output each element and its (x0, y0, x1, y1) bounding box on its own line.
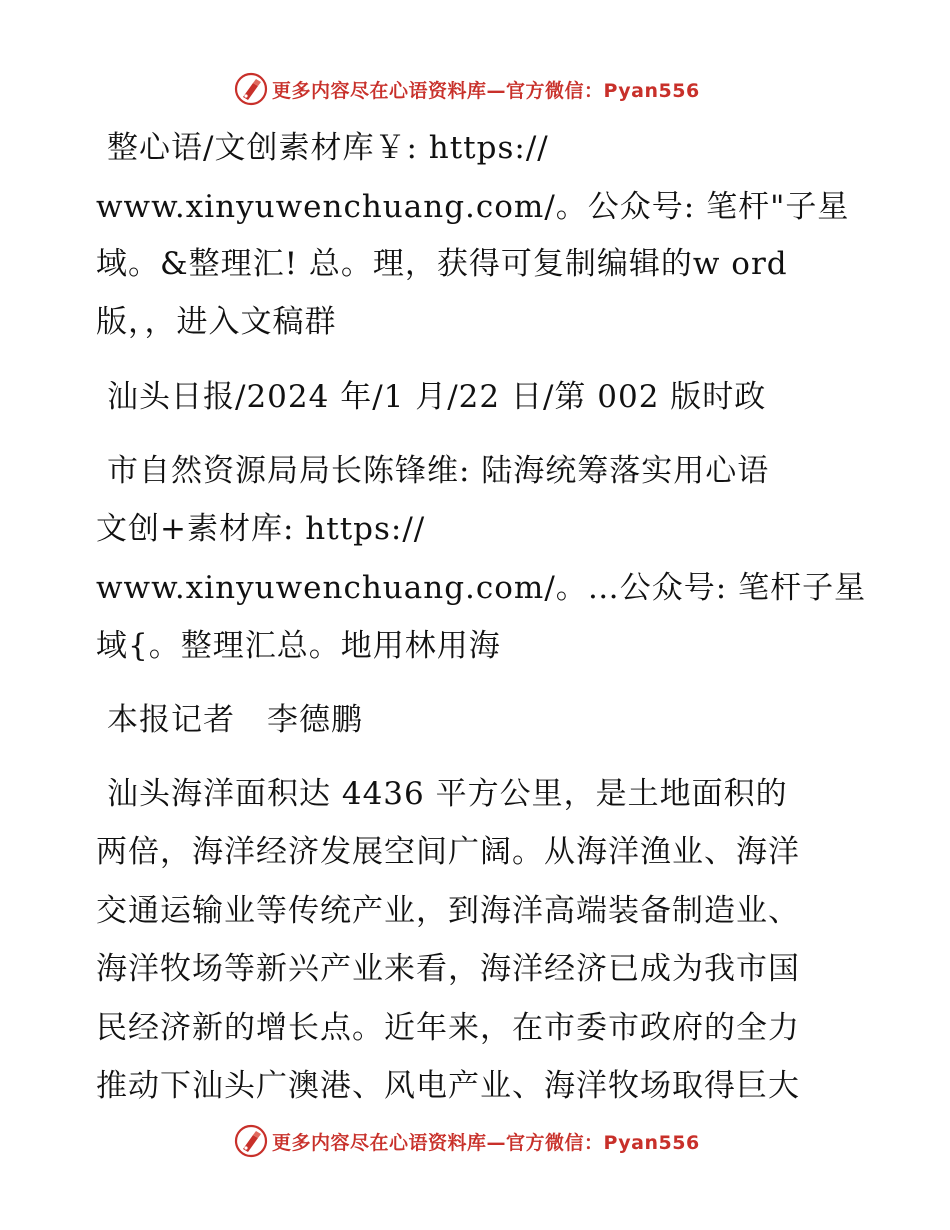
footer-watermark (234, 1124, 700, 1158)
headline-line: www.xinyuwenchuang.com/。…公众号: 笔杆子星 (96, 570, 867, 606)
headline-line: 市自然资源局局长陈锋维: 陆海统筹落实用心语 (107, 453, 770, 489)
watermark-text: 更多内容尽在心语资料库—官方微信：Pyan556 (272, 79, 700, 102)
headline-line: 文创+素材库: https:// (96, 511, 426, 547)
source-line: 汕头日报/2024 年/1 月/22 日/第 002 版时政 (107, 379, 767, 415)
intro-line: www.xinyuwenchuang.com/。公众号: 笔杆"子星 (96, 189, 850, 225)
body-line: 推动下汕头广澳港、风电产业、海洋牧场取得巨大 (96, 1068, 800, 1104)
body-line: 海洋牧场等新兴产业来看，海洋经济已成为我市国 (96, 951, 800, 987)
byline: 本报记者 李德鹏 (107, 702, 363, 738)
intro-line: 整心语/文创素材库￥: https:// (107, 130, 549, 166)
intro-line: 版，，进入文稿群 (96, 304, 337, 340)
intro-line: 域。&整理汇! 总。理，获得可复制编辑的w ord (96, 246, 788, 282)
body-line: 两倍，海洋经济发展空间广阔。从海洋渔业、海洋 (96, 834, 800, 870)
headline-line: 域{。整理汇总。地用林用海 (96, 628, 501, 664)
watermark-text: 更多内容尽在心语资料库—官方微信：Pyan556 (272, 1131, 700, 1154)
body-line: 民经济新的增长点。近年来，在市委市政府的全力 (96, 1010, 800, 1046)
pen-nib-logo-icon (234, 1124, 268, 1158)
body-line: 汕头海洋面积达 4436 平方公里，是土地面积的 (107, 776, 788, 812)
body-line: 交通运输业等传统产业，到海洋高端装备制造业、 (96, 893, 800, 929)
header-watermark (234, 72, 700, 106)
pen-nib-logo-icon (234, 72, 268, 106)
